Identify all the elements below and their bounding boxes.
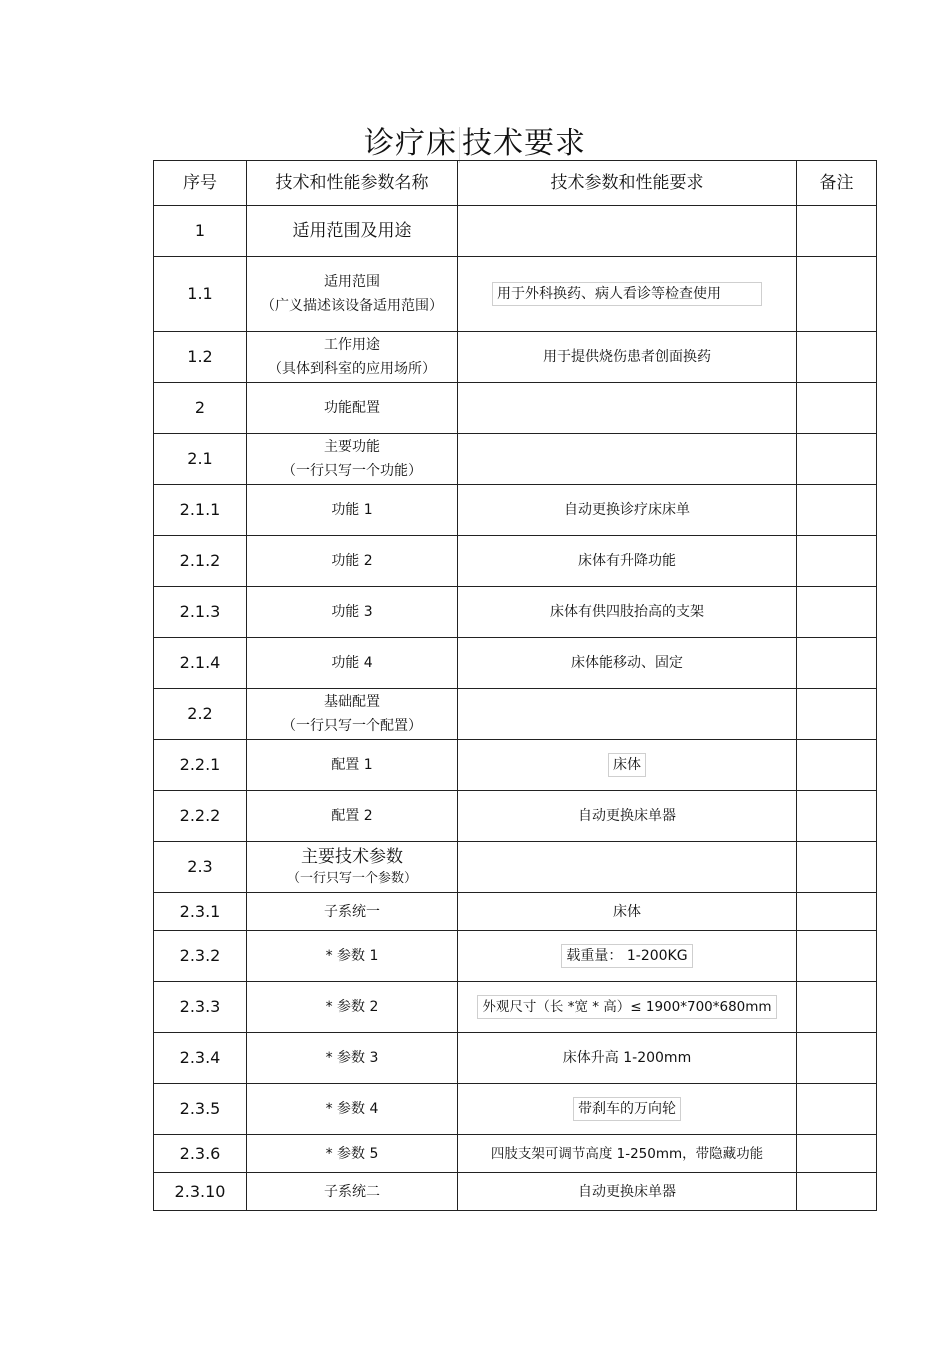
- row-remark: [797, 791, 877, 842]
- row-name-sub: （一行只写一个参数）: [286, 871, 417, 886]
- row-no: 2.3: [154, 842, 247, 893]
- row-name-text: 主要功能: [324, 439, 380, 455]
- header-name: 技术和性能参数名称: [247, 161, 458, 206]
- row-no: 2.2.2: [154, 791, 247, 842]
- row-no: 2.1.1: [154, 485, 247, 536]
- row-remark: [797, 257, 877, 332]
- row-no: 1.2: [154, 332, 247, 383]
- row-requirement: [458, 383, 797, 434]
- row-remark: [797, 434, 877, 485]
- row-name: * 参数 5: [247, 1135, 458, 1173]
- row-name: [247, 434, 458, 485]
- row-requirement: [458, 257, 797, 332]
- row-no: 2.3.4: [154, 1033, 247, 1084]
- row-remark: [797, 1084, 877, 1135]
- header-no: 序号: [154, 161, 247, 206]
- title-part2: 技术要求: [462, 126, 586, 161]
- row-no: 2.3.3: [154, 982, 247, 1033]
- row-name-text: 工作用途: [324, 337, 380, 353]
- table-row: [154, 536, 877, 587]
- row-name: 功能 4: [247, 638, 458, 689]
- row-remark: [797, 842, 877, 893]
- row-name: * 参数 3: [247, 1033, 458, 1084]
- row-name: * 参数 4: [247, 1084, 458, 1135]
- row-name: [247, 689, 458, 740]
- table-row: [154, 689, 877, 740]
- row-name-text: 适用范围: [324, 274, 380, 290]
- row-remark: [797, 740, 877, 791]
- row-remark: [797, 689, 877, 740]
- row-remark: [797, 536, 877, 587]
- table-row: [154, 332, 877, 383]
- row-requirement: [458, 689, 797, 740]
- table-row: [154, 1084, 877, 1135]
- table-row: [154, 383, 877, 434]
- table-row: [154, 740, 877, 791]
- row-requirement: 四肢支架可调节高度 1-250mm，带隐藏功能: [458, 1135, 797, 1173]
- row-requirement: 自动更换床单器: [458, 791, 797, 842]
- row-name: [247, 842, 458, 893]
- row-requirement: [458, 434, 797, 485]
- table-row: [154, 638, 877, 689]
- table-row: [154, 931, 877, 982]
- row-no: 2.2: [154, 689, 247, 740]
- row-name: 功能 3: [247, 587, 458, 638]
- row-remark: [797, 1033, 877, 1084]
- row-requirement: [458, 842, 797, 893]
- row-requirement-text: 载重量： 1-200KG: [561, 944, 692, 968]
- row-requirement: [458, 1084, 797, 1135]
- table-row: [154, 257, 877, 332]
- row-requirement: 床体能移动、固定: [458, 638, 797, 689]
- row-requirement-text: 用于外科换药、病人看诊等检查使用: [492, 282, 762, 306]
- page-title: [0, 118, 950, 163]
- row-name-text: 主要技术参数: [301, 847, 403, 867]
- row-name: * 参数 2: [247, 982, 458, 1033]
- row-requirement: [458, 982, 797, 1033]
- row-name: 功能 1: [247, 485, 458, 536]
- row-remark: [797, 332, 877, 383]
- table-row: [154, 206, 877, 257]
- row-remark: [797, 485, 877, 536]
- row-requirement: 床体有升降功能: [458, 536, 797, 587]
- row-remark: [797, 206, 877, 257]
- row-no: 2.3.1: [154, 893, 247, 931]
- row-name: [247, 332, 458, 383]
- header-requirement: 技术参数和性能要求: [458, 161, 797, 206]
- row-name: 功能配置: [247, 383, 458, 434]
- row-remark: [797, 638, 877, 689]
- row-remark: [797, 1173, 877, 1211]
- row-requirement-text: 床体: [608, 753, 646, 777]
- row-name: 子系统一: [247, 893, 458, 931]
- row-name: [247, 206, 458, 257]
- row-no: 2.1.4: [154, 638, 247, 689]
- row-name-sub: （一行只写一个功能）: [282, 463, 422, 479]
- row-name-sub: （广义描述该设备适用范围）: [261, 298, 443, 314]
- table-header-row: [154, 161, 877, 206]
- row-requirement: 用于提供烧伤患者创面换药: [458, 332, 797, 383]
- table-row: [154, 1173, 877, 1211]
- row-remark: [797, 587, 877, 638]
- table-row: [154, 485, 877, 536]
- row-name: 功能 2: [247, 536, 458, 587]
- row-no: 2.1.3: [154, 587, 247, 638]
- table-row: [154, 982, 877, 1033]
- row-remark: [797, 893, 877, 931]
- row-requirement-text: 外观尺寸（长 *宽 * 高）≤ 1900*700*680mm: [477, 995, 776, 1019]
- table-row: [154, 587, 877, 638]
- table-row: [154, 1135, 877, 1173]
- row-no: 2.3.6: [154, 1135, 247, 1173]
- row-requirement: [458, 206, 797, 257]
- row-name: * 参数 1: [247, 931, 458, 982]
- row-no: 1.1: [154, 257, 247, 332]
- row-name-sub: （具体到科室的应用场所）: [268, 361, 436, 377]
- row-no: 2.3.5: [154, 1084, 247, 1135]
- row-name: 子系统二: [247, 1173, 458, 1211]
- table-row: [154, 842, 877, 893]
- row-requirement: 床体升高 1-200mm: [458, 1033, 797, 1084]
- row-no: 1: [154, 206, 247, 257]
- row-requirement: 自动更换床单器: [458, 1173, 797, 1211]
- row-requirement: 床体: [458, 893, 797, 931]
- row-requirement: [458, 740, 797, 791]
- row-no: 2.1.2: [154, 536, 247, 587]
- table-row: [154, 893, 877, 931]
- row-name: [247, 257, 458, 332]
- row-remark: [797, 1135, 877, 1173]
- table-row: [154, 1033, 877, 1084]
- row-remark: [797, 931, 877, 982]
- header-remark: 备注: [797, 161, 877, 206]
- row-requirement: [458, 931, 797, 982]
- row-remark: [797, 383, 877, 434]
- table-row: [154, 791, 877, 842]
- row-requirement-text: 带刹车的万向轮: [573, 1097, 681, 1121]
- spec-table: [153, 160, 877, 1211]
- row-no: 2.3.10: [154, 1173, 247, 1211]
- row-name: 配置 1: [247, 740, 458, 791]
- row-no: 2: [154, 383, 247, 434]
- row-name: 配置 2: [247, 791, 458, 842]
- row-no: 2.1: [154, 434, 247, 485]
- title-separator: [459, 127, 460, 163]
- table-row: [154, 434, 877, 485]
- row-name-text: 基础配置: [324, 694, 380, 710]
- row-requirement: 床体有供四肢抬高的支架: [458, 587, 797, 638]
- row-name-text: 适用范围及用途: [292, 220, 412, 241]
- row-name-sub: （一行只写一个配置）: [282, 718, 422, 734]
- row-no: 2.2.1: [154, 740, 247, 791]
- row-no: 2.3.2: [154, 931, 247, 982]
- title-part1: 诊疗床: [364, 126, 457, 161]
- row-requirement: 自动更换诊疗床床单: [458, 485, 797, 536]
- row-remark: [797, 982, 877, 1033]
